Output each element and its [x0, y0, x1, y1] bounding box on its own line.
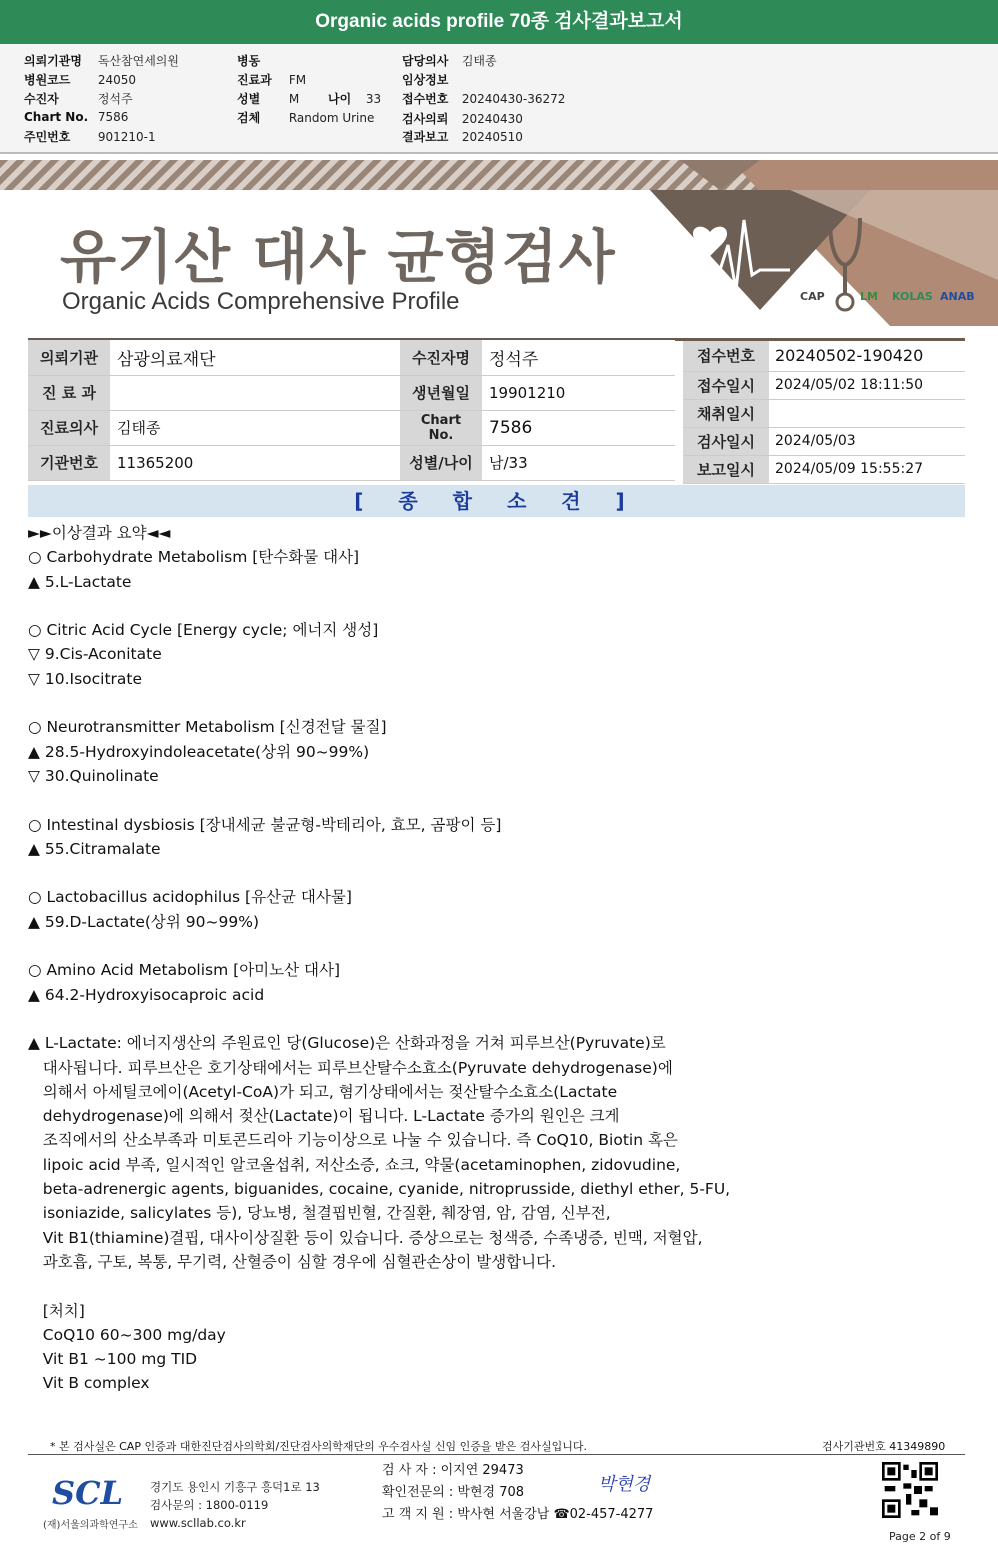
- header-field: 성별 M: [237, 92, 300, 106]
- org-code: 검사기관번호 41349890: [822, 1440, 946, 1453]
- header-field: 진료과 FM: [237, 73, 307, 87]
- summary-line: [28, 1007, 968, 1031]
- lab-address: 경기도 용인시 기흥구 흥덕1로 13: [150, 1480, 320, 1494]
- summary-body: [28, 521, 968, 1396]
- value-cell: 정석주: [482, 340, 675, 375]
- qr-code-icon: [882, 1462, 938, 1518]
- summary-line: Vit B complex: [28, 1374, 150, 1393]
- label-cell: 진료의사: [28, 410, 110, 445]
- summary-line: ○ Intestinal dysbiosis [장내세균 불균형-박테리아, 효모, 곰팡이 등]: [28, 815, 502, 834]
- summary-line: beta-adrenergic agents, biguanides, cocaine, cyanide, nitroprusside, diethyl ether, 5-FU,: [28, 1180, 731, 1199]
- patient-info-table: [28, 340, 675, 481]
- label-cell: 수진자명: [400, 340, 482, 375]
- summary-line: 조직에서의 산소부족과 미토콘드리아 기능이상으로 나눌 수 있습니다. 즉 CoQ10, Biotin 혹은: [28, 1131, 678, 1150]
- anab-logo: ANAB: [940, 290, 975, 303]
- value-cell: 2024/05/09 15:55:27: [769, 455, 965, 483]
- label-cell: 접수번호: [683, 341, 769, 371]
- summary-line: Vit B1 ~100 mg TID: [28, 1350, 198, 1369]
- lab-contact: [150, 1478, 320, 1532]
- report-dates-table: [683, 341, 965, 484]
- summary-line: [28, 594, 968, 618]
- header-field: 임상정보: [402, 73, 449, 87]
- banner-title-korean: 유기산 대사 균형검사: [60, 223, 616, 291]
- table-row: [683, 341, 965, 371]
- lm-logo: LM: [860, 290, 878, 303]
- summary-line: ○ Carbohydrate Metabolism [탄수화물 대사]: [28, 548, 360, 567]
- lab-inquiry: 검사문의 : 1800-0119: [150, 1498, 269, 1512]
- value-cell: 11365200: [110, 445, 400, 480]
- scl-logo-subtitle: (재)서울의과학연구소: [43, 1520, 138, 1531]
- summary-line: [28, 691, 968, 715]
- table-row: [683, 427, 965, 455]
- summary-line: lipoic acid 부족, 일시적인 알코올섭취, 저산소증, 쇼크, 약물(acetaminophen, zidovudine,: [28, 1155, 681, 1174]
- summary-line: ○ Lactobacillus acidophilus [유산균 대사물]: [28, 888, 352, 907]
- footer-rule: [28, 1454, 965, 1455]
- value-cell: [110, 375, 400, 410]
- summary-line: ▲ 28.5-Hydroxyindoleacetate(상위 90~99%): [28, 742, 370, 761]
- banner-title-english: Organic Acids Comprehensive Profile: [62, 288, 460, 315]
- value-cell: 2024/05/02 18:11:50: [769, 371, 965, 399]
- summary-line: [28, 934, 968, 958]
- header-field: 검사의뢰 20240430: [402, 112, 523, 126]
- summary-line: ▲ L-Lactate: 에너지생산의 주원료인 당(Glucose)은 산화과정을 거쳐 피루브산(Pyruvate)로: [28, 1034, 666, 1053]
- summary-line: ▽ 10.Isocitrate: [28, 669, 143, 688]
- table-row: [28, 445, 675, 480]
- summary-line: 대사됩니다. 피루브산은 호기상태에서는 피루브산탈수소효소(Pyruvate dehydrogenase)에: [28, 1058, 673, 1077]
- scl-logo: SCL: [52, 1474, 124, 1512]
- value-cell: 2024/05/03: [769, 427, 965, 455]
- label-cell: 검사일시: [683, 427, 769, 455]
- label-cell: 접수일시: [683, 371, 769, 399]
- summary-line: ▽ 30.Quinolinate: [28, 766, 159, 785]
- summary-line: ▲ 55.Citramalate: [28, 839, 161, 858]
- report-header-info: [0, 44, 998, 154]
- label-cell: Chart No.: [400, 410, 482, 445]
- signature: 박현경: [598, 1474, 651, 1495]
- summary-line: [28, 1274, 968, 1298]
- value-cell: 김태종: [110, 410, 400, 445]
- header-field: 결과보고 20240510: [402, 130, 523, 144]
- header-field: 나이 33: [328, 92, 382, 106]
- summary-line: ○ Citric Acid Cycle [Energy cycle; 에너지 생성]: [28, 621, 379, 640]
- header-field: 병원코드 24050: [24, 73, 137, 87]
- summary-line: CoQ10 60~300 mg/day: [28, 1325, 226, 1344]
- summary-line: ▲ 59.D-Lactate(상위 90~99%): [28, 912, 259, 931]
- table-row: [683, 455, 965, 483]
- header-field: 의뢰기관명 독산참연세의원: [24, 54, 179, 68]
- specialist: 확인전문의 : 박현경 708: [382, 1485, 525, 1500]
- summary-line: Vit B1(thiamine)결핍, 대사이상질환 등이 있습니다. 증상으로는 청색증, 수족냉증, 빈맥, 저혈압,: [28, 1228, 703, 1247]
- summary-line: ▲ 5.L-Lactate: [28, 572, 132, 591]
- label-cell: 생년월일: [400, 375, 482, 410]
- value-cell: 삼광의료재단: [110, 340, 400, 375]
- summary-line: ►►이상결과 요약◄◄: [28, 524, 171, 542]
- header-field: 접수번호 20240430-36272: [402, 92, 566, 106]
- header-field: 수진자 정석주: [24, 92, 133, 106]
- value-cell: 19901210: [482, 375, 675, 410]
- customer-support: 고 객 지 원 : 박사현 서울강남 ☎02-457-4277: [382, 1507, 654, 1522]
- summary-line: ○ Neurotransmitter Metabolism [신경전달 물질]: [28, 718, 387, 737]
- summary-line: [28, 788, 968, 812]
- header-field: 주민번호 901210-1: [24, 130, 156, 144]
- label-cell: 성별/나이: [400, 445, 482, 480]
- kolas-logo: KOLAS: [892, 290, 933, 303]
- summary-line: isoniazide, salicylates 등), 당뇨병, 철결핍빈혈, 간질환, 췌장염, 암, 감염, 신부전,: [28, 1204, 611, 1223]
- summary-line: [처치]: [28, 1301, 85, 1320]
- cap-logo: CAP: [800, 290, 825, 303]
- table-row: [28, 375, 675, 410]
- accreditation-logos: [800, 286, 975, 312]
- summary-line: [28, 861, 968, 885]
- value-cell: 7586: [482, 410, 675, 445]
- summary-line: dehydrogenase)에 의해서 젖산(Lactate)이 됩니다. L-Lactate 증가의 원인은 크게: [28, 1107, 620, 1126]
- label-cell: 의뢰기관: [28, 340, 110, 375]
- table-row: [28, 410, 675, 445]
- summary-line: ▲ 64.2-Hydroxyisocaproic acid: [28, 985, 265, 1004]
- header-field: Chart No. 7586: [24, 110, 129, 124]
- table-row: [683, 371, 965, 399]
- value-cell: 20240502-190420: [769, 341, 965, 371]
- header-field: 담당의사 김태종: [402, 54, 497, 68]
- label-cell: 채취일시: [683, 399, 769, 427]
- report-title: Organic acids profile 70종 검사결과보고서: [0, 0, 998, 44]
- table-row: [683, 399, 965, 427]
- header-field: 병동: [237, 54, 261, 68]
- value-cell: [769, 399, 965, 427]
- lab-website[interactable]: www.scllab.co.kr: [150, 1516, 246, 1530]
- header-field: 검체 Random Urine: [237, 111, 375, 125]
- examiner: 검 사 자 : 이지연 29473: [382, 1463, 524, 1478]
- value-cell: 남/33: [482, 445, 675, 480]
- summary-line: ▽ 9.Cis-Aconitate: [28, 645, 162, 664]
- label-cell: 보고일시: [683, 455, 769, 483]
- footer-note: * 본 검사실은 CAP 인증과 대한진단검사의학회/진단검사의학재단의 우수검사실 신임 인증을 받은 검사실입니다.: [50, 1440, 588, 1453]
- page-number: Page 2 of 9: [889, 1530, 951, 1543]
- summary-line: 과호흡, 구토, 복통, 무기력, 산혈증이 심할 경우에 심혈관손상이 발생합니다.: [28, 1252, 557, 1271]
- table-row: [28, 340, 675, 375]
- summary-line: ○ Amino Acid Metabolism [아미노산 대사]: [28, 961, 341, 980]
- summary-line: 의해서 아세틸코에이(Acetyl-CoA)가 되고, 혐기상태에서는 젖산탈수소효소(Lactate: [28, 1082, 618, 1101]
- summary-heading: [ 종 합 소 견 ]: [28, 485, 965, 517]
- label-cell: 기관번호: [28, 445, 110, 480]
- label-cell: 진 료 과: [28, 375, 110, 410]
